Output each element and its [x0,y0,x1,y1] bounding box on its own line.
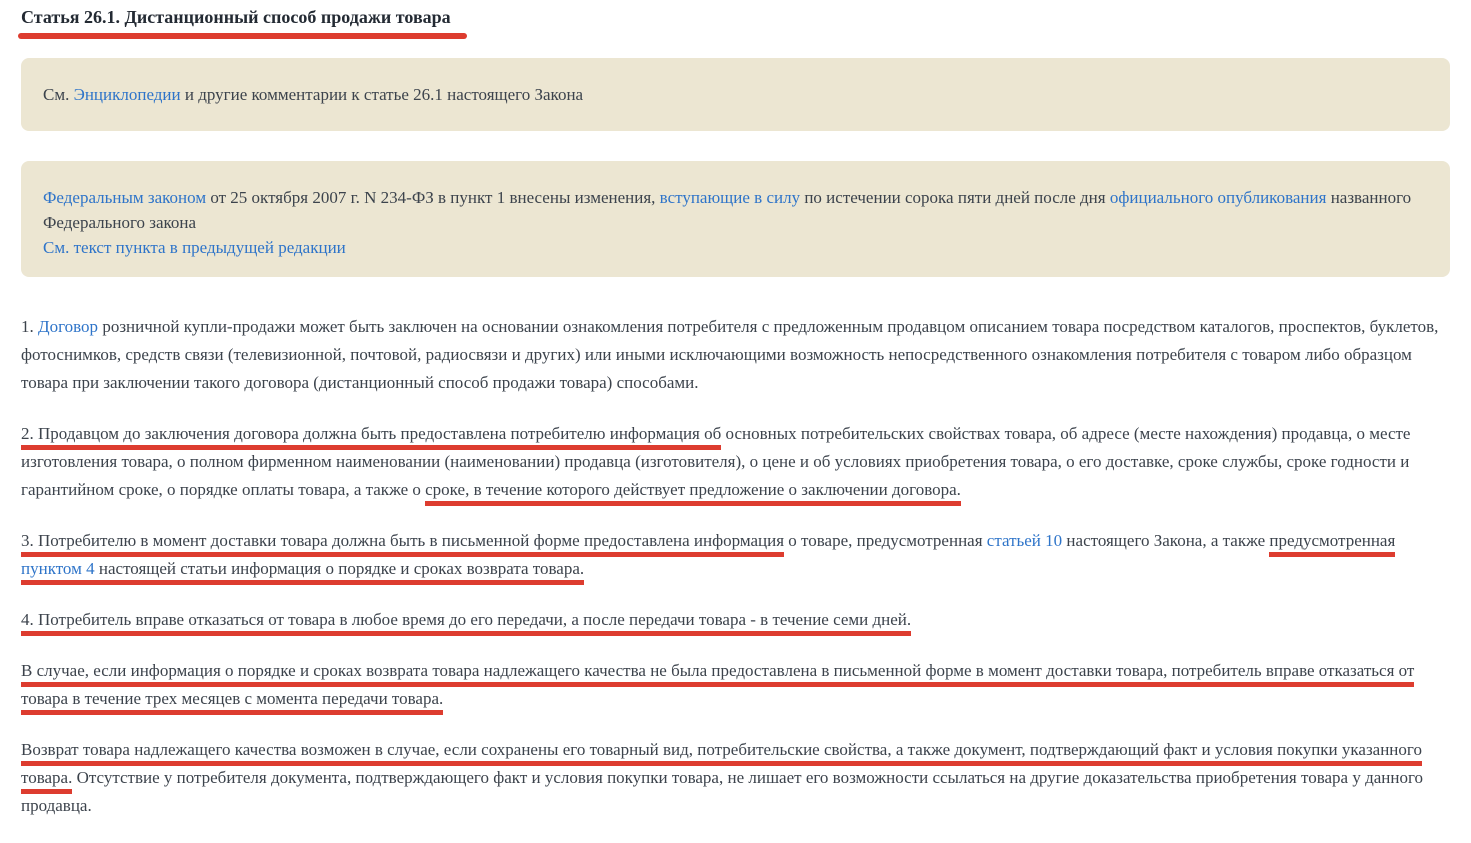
note-line [43,82,1428,107]
link-federal-law[interactable]: Федеральным законом [43,188,207,207]
red-underlined-text: 4. Потребитель вправе отказаться от товара в любое время до его передачи, а после передачи товара - в течение семи дней. [21,610,911,636]
article-body [21,313,1450,820]
paragraph-1 [21,313,1450,397]
link-previous-version[interactable]: См. текст пункта в предыдущей редакции [43,238,346,257]
text-segment: о товаре, предусмотренная [784,531,987,550]
note-box-amendment [21,161,1450,277]
link-official-publication[interactable]: официального опубликования [1109,188,1327,207]
text-segment: См. [43,85,74,104]
note-line [43,235,1428,260]
link-encyclopedias[interactable]: Энциклопедии [73,85,181,104]
paragraph-2 [21,420,1450,504]
text-segment: розничной купли-продажи может быть заключен на основании ознакомления потребителя с предложенным продавцом описанием товара посредством каталогов, проспектов, буклетов, фотоснимков, средств связи (телевизионной, почтовой, радиосвязи и других) или иными исключающими возможность непосредственного ознакомления потребителя с товаром либо образцом товара при заключении такого договора (дистанционный способ продажи товара) способами. [21,317,1439,392]
link-entering-into-force[interactable]: вступающие в силу [659,188,801,207]
text-segment: основных потребительских свойствах товара, об адресе (месте нахождения) продавца, о месте изготовления товара, о полном фирменном наименовании (наименовании) продавца (изготовителя), о цене и об условиях приобретения товара, о его доставке, сроке службы, сроке годности и гарантийном сроке, о порядке оплаты товара, а также о [21,424,1411,499]
note-box-encyclopedia [21,58,1450,131]
paragraph-3 [21,527,1450,583]
text-segment: названного Федерального закона [43,188,1412,232]
red-underlined-text: В случае, если информация о порядке и сроках возврата товара надлежащего качества не была предоставлена в письменной форме в момент доставки товара, потребитель вправе отказаться от товара в течение трех месяцев с момента передачи товара. [21,661,1414,715]
article-title-text: Статья 26.1. Дистанционный способ продажи товара [21,6,451,39]
red-underlined-text: сроке, в течение которого действует предложение о заключении договора. [425,480,961,506]
text-segment: настоящего Закона, а также [1062,531,1270,550]
red-underlined-text: 3. Потребителю в момент доставки товара должна быть в письменной форме предоставлена информация [21,531,784,557]
paragraph-5 [21,657,1450,713]
link-article-10[interactable]: статьей 10 [986,531,1063,550]
text-segment: от 25 октября 2007 г. N 234-ФЗ в пункт 1 внесены изменения, [206,188,660,207]
paragraph-6 [21,736,1450,820]
text-segment: и другие комментарии к статье 26.1 настоящего Закона [180,85,584,104]
red-underlined-text: 2. Продавцом до заключения договора должна быть предоставлена потребителю информация об [21,424,721,450]
note-line [43,185,1428,235]
red-underlined-text: Возврат товара надлежащего качества возможен в случае, если сохранены его товарный вид, потребительские свойства, а также документ, подтверждающий факт и условия покупки указанного товара. [21,740,1422,794]
text-segment: 1. [21,317,38,336]
link-contract[interactable]: Договор [38,317,99,336]
paragraph-4 [21,606,1450,634]
text-segment: по истечении сорока пяти дней после дня [800,188,1110,207]
article-title [21,6,1450,39]
red-underlined-text: настоящей статьи информация о порядке и сроках возврата товара. [95,559,585,585]
link-clause-4[interactable]: пунктом 4 [21,559,95,585]
text-segment: Отсутствие у потребителя документа, подтверждающего факт и условия покупки товара, не лишает его возможности ссылаться на другие доказательства приобретения товара у данного продавца. [21,768,1424,815]
red-underlined-text: предусмотренная [1269,531,1395,557]
